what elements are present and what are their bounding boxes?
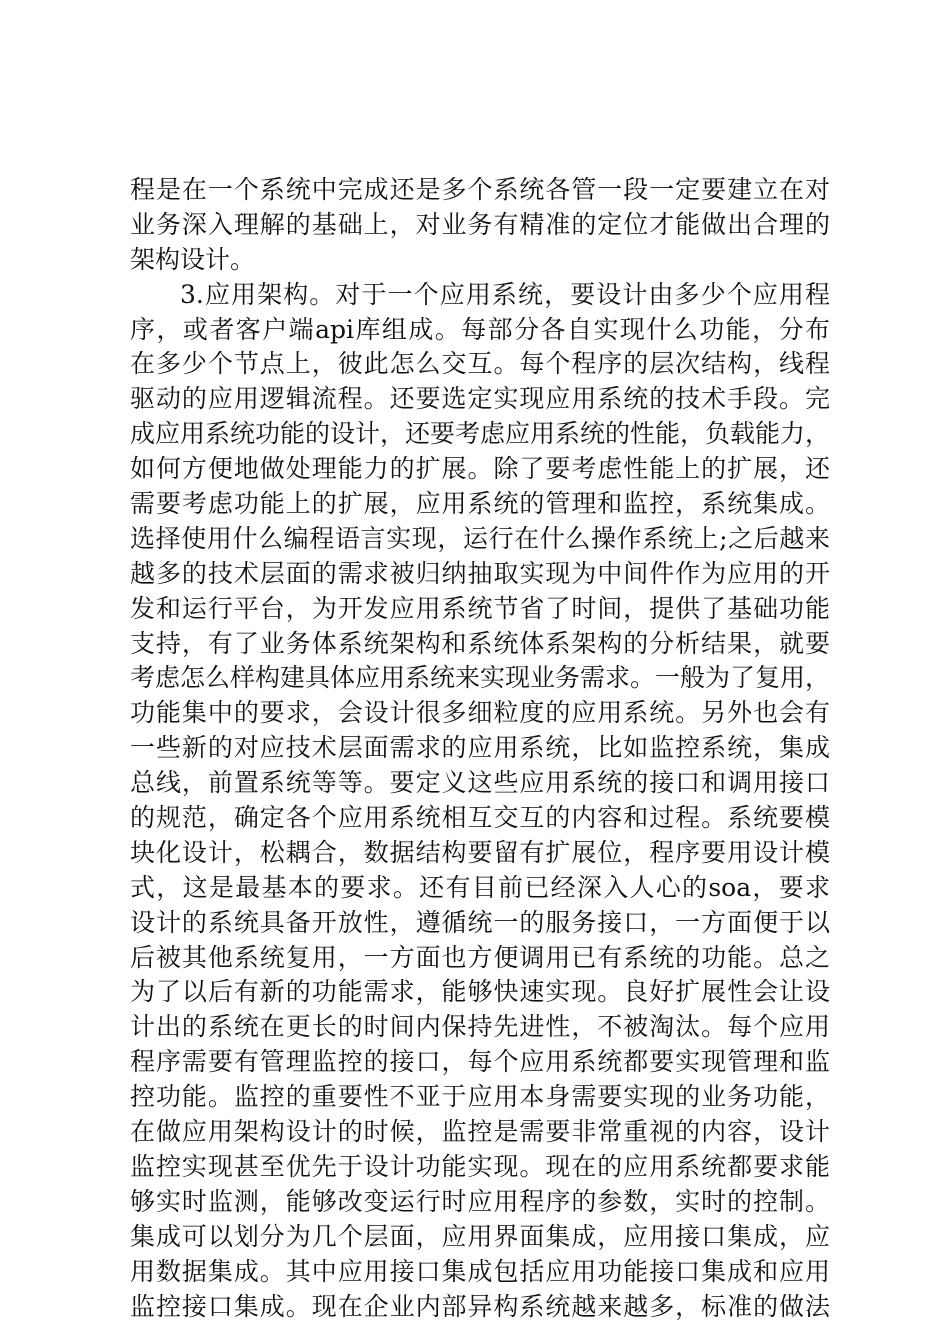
text-line: 程是在一个系统中完成还是多个系统各管一段一定要建立在对 (130, 175, 830, 204)
text-line: 在做应用架构设计的时候，监控是需要非常重视的内容，设计 (130, 1117, 830, 1147)
text-line: 监控实现甚至优先于设计功能实现。现在的应用系统都要求能 (130, 1151, 830, 1181)
text-line: 设计的系统具备开放性，遵循统一的服务接口，一方面便于以 (130, 907, 830, 937)
text-line: 越多的技术层面的需求被归纳抽取实现为中间件作为应用的开 (130, 558, 830, 588)
text-line: 序，或者客户端api库组成。每部分各自实现什么功能，分布 (130, 314, 830, 344)
text-line: 的规范，确定各个应用系统相互交互的内容和过程。系统要模 (130, 803, 830, 833)
text-line: 考虑怎么样构建具体应用系统来实现业务需求。一般为了复用， (130, 663, 831, 693)
text-line: 用数据集成。其中应用接口集成包括应用功能接口集成和应用 (130, 1256, 830, 1286)
text-line: 计出的系统在更长的时间内保持先进性，不被淘汰。每个应用 (130, 1012, 830, 1042)
text-line: 驱动的应用逻辑流程。还要选定实现应用系统的技术手段。完 (130, 384, 830, 414)
text-line: 功能集中的要求，会设计很多细粒度的应用系统。另外也会有 (130, 698, 830, 728)
text-line: 如何方便地做处理能力的扩展。除了要考虑性能上的扩展，还 (130, 454, 830, 484)
section-heading-line: 3.应用架构。对于一个应用系统，要设计由多少个应用程 (180, 279, 830, 309)
text-line: 够实时监测，能够改变运行时应用程序的参数，实时的控制。 (130, 1186, 830, 1216)
text-line: 后被其他系统复用，一方面也方便调用已有系统的功能。总之 (130, 942, 830, 972)
text-line: 监控接口集成。现在企业内部异构系统越来越多，标准的做法 (130, 1291, 830, 1321)
text-line: 块化设计，松耦合，数据结构要留有扩展位，程序要用设计模 (130, 837, 830, 867)
text-line: 成应用系统功能的设计，还要考虑应用系统的性能，负载能力， (130, 419, 831, 449)
text-line: 业务深入理解的基础上，对业务有精准的定位才能做出合理的 (130, 209, 830, 239)
text-line: 发和运行平台，为开发应用系统节省了时间，提供了基础功能 (130, 593, 830, 623)
text-line: 为了以后有新的功能需求，能够快速实现。良好扩展性会让设 (130, 977, 830, 1007)
text-line: 控功能。监控的重要性不亚于应用本身需要实现的业务功能， (130, 1082, 830, 1112)
text-line: 一些新的对应技术层面需求的应用系统，比如监控系统，集成 (130, 733, 830, 763)
body-text (130, 173, 830, 1324)
text-line: 式，这是最基本的要求。还有目前已经深入人心的soa，要求 (130, 872, 830, 902)
text-line: 程序需要有管理监控的接口，每个应用系统都要实现管理和监 (130, 1047, 830, 1077)
text-line: 选择使用什么编程语言实现，运行在什么操作系统上;之后越来 (130, 523, 830, 553)
text-line: 架构设计。 (130, 244, 256, 274)
text-line: 集成可以划分为几个层面，应用界面集成，应用接口集成，应 (130, 1221, 830, 1251)
text-line: 需要考虑功能上的扩展，应用系统的管理和监控，系统集成。 (130, 489, 830, 519)
text-line: 在多少个节点上，彼此怎么交互。每个程序的层次结构，线程 (130, 349, 830, 379)
text-line: 总线，前置系统等等。要定义这些应用系统的接口和调用接口 (130, 768, 830, 798)
text-line: 支持，有了业务体系统架构和系统体系架构的分析结果，就要 (130, 628, 830, 658)
